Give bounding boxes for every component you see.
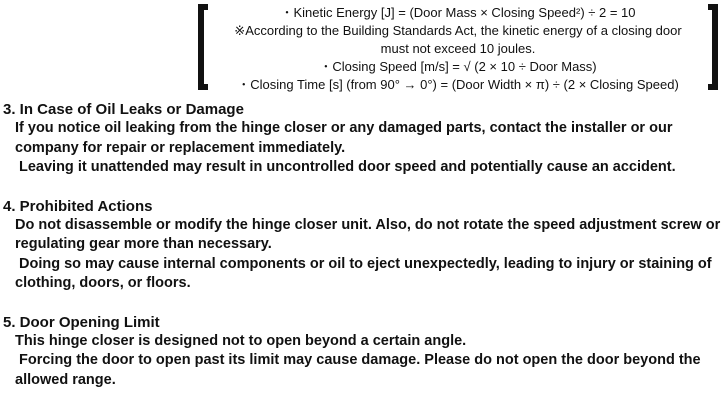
instructions-content	[3, 100, 724, 409]
closing-time-formula: ・Closing Time [s] (from 90° → 0°) = (Door Width × π) ÷ (2 × Closing Speed)	[237, 77, 679, 92]
section-heading: 4. Prohibited Actions	[3, 197, 153, 215]
section-paragraph: Do not disassemble or modify the hinge closer unit. Also, do not rotate the speed adjustment screw or regulating gear more than necessary.	[15, 216, 721, 252]
section-paragraph: Leaving it unattended may result in uncontrolled door speed and potentially cause an accident.	[19, 159, 676, 175]
section-door-opening-limit	[3, 313, 724, 391]
section-heading: 5. Door Opening Limit	[3, 313, 160, 331]
formula-box	[198, 4, 718, 92]
section-paragraph: This hinge closer is designed not to open beyond a certain angle.	[15, 332, 467, 349]
formula-lines	[214, 4, 702, 94]
section-oil-leaks	[3, 100, 724, 178]
section-paragraph: If you notice oil leaking from the hinge closer or any damaged parts, contact the installer or our company for repair or replacement immediately.	[15, 120, 673, 156]
section-prohibited-actions	[3, 197, 724, 294]
section-paragraph: Forcing the door to open past its limit may cause damage. Please do not open the door beyond the allowed range.	[15, 352, 701, 388]
building-act-note-line-1: ※According to the Building Standards Act, the kinetic energy of a closing door	[234, 23, 682, 38]
kinetic-energy-formula: ・Kinetic Energy [J] = (Door Mass × Closing Speed²) ÷ 2 = 10	[280, 5, 636, 20]
right-bracket	[708, 4, 718, 90]
section-heading: 3. In Case of Oil Leaks or Damage	[3, 101, 244, 118]
left-bracket	[198, 4, 208, 90]
section-paragraph: Doing so may cause internal components or oil to eject unexpectedly, leading to injury or staining of clothing, doors, or floors.	[15, 255, 712, 291]
closing-speed-formula: ・Closing Speed [m/s] = √ (2 × 10 ÷ Door Mass)	[319, 59, 597, 74]
building-act-note-line-2: must not exceed 10 joules.	[380, 41, 536, 56]
